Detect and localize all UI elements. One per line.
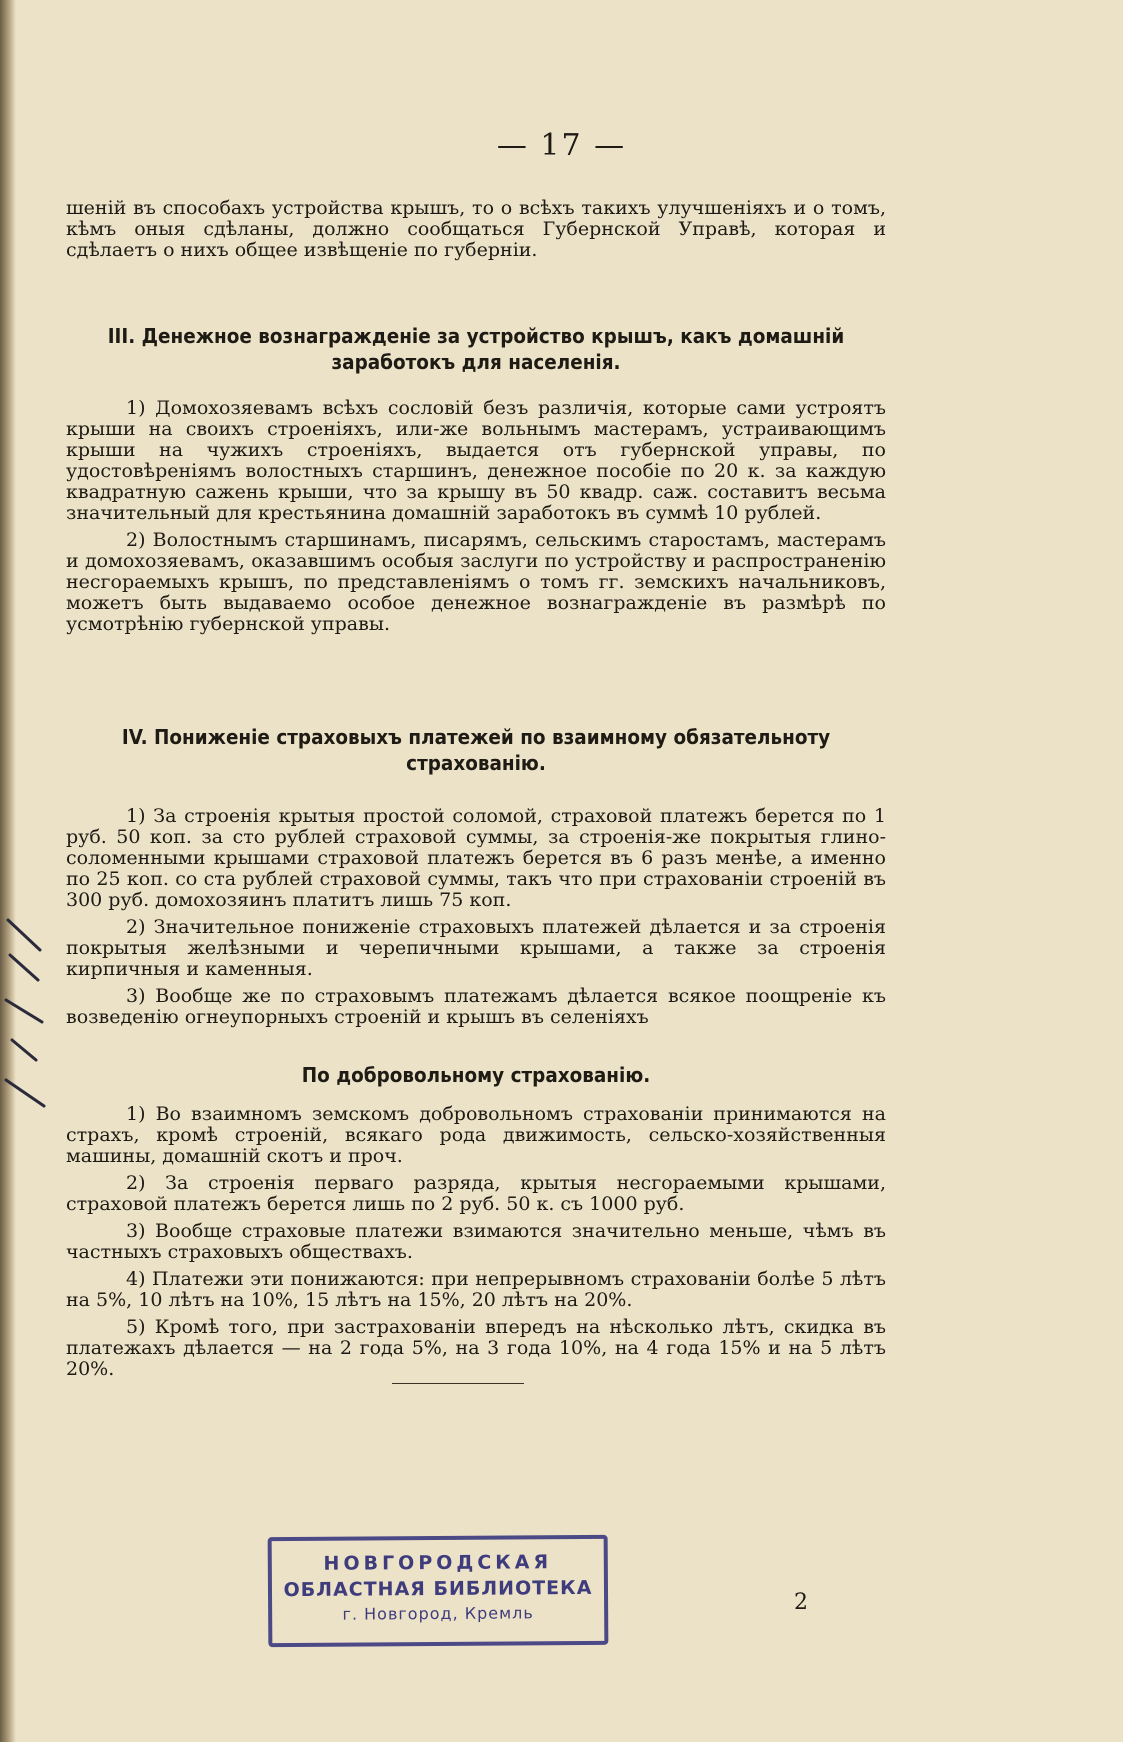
binding-edge [0, 0, 16, 1742]
intro-text: шеній въ способахъ устройства крышъ, то о всѣхъ такихъ улучшеніяхъ и о томъ, кѣмъ оныя сдѣланы, должно сообщаться Губернской Управѣ, которая и сдѣлаетъ о нихъ общее извѣщеніе по губерніи. [66, 197, 886, 261]
section-5-item-1: 1) Во взаимномъ земскомъ добровольномъ страхованіи принимаются на страхъ, кромѣ строеній, всякаго рода движимость, сельско-хозяйственныя машины, домашній скотъ и проч. [66, 1103, 886, 1167]
section-5-heading: По добровольному страхованію. [301, 1063, 651, 1087]
section-5-item-3: 3) Вообще страховые платежи взимаются значительно меньше, чѣмъ въ частныхъ страховыхъ обществахъ. [66, 1220, 886, 1263]
section-3-item-1: 1) Домохозяевамъ всѣхъ сословій безъ различія, которые сами устроятъ крыши на своихъ строеніяхъ, или-же вольнымъ мастерамъ, устраивающимъ крыши на чужихъ строеніяхъ, выдается отъ губернской управы, по удостовѣреніямъ волостныхъ старшинъ, денежное пособіе по 20 к. за каждую квадратную сажень крыши, что за крышу въ 50 квадр. саж. составитъ весьма значительный для крестьянина домашній заработокъ въ суммѣ 10 рублей. [66, 397, 886, 524]
handwritten-marks [0, 910, 60, 1160]
section-5-item-4: 4) Платежи эти понижаются: при непрерывномъ страхованіи болѣе 5 лѣтъ на 5%, 10 лѣтъ на 10%, 15 лѣтъ на 15%, 20 лѣтъ на 20%. [66, 1268, 886, 1311]
library-stamp [268, 1535, 609, 1647]
section-3-heading: III. Денежное вознагражденіе за устройство крышъ, какъ домашній заработокъ для населенія. [107, 324, 845, 374]
section-3-item-2: 2) Волостнымъ старшинамъ, писарямъ, сельскимъ старостамъ, мастерамъ и домохозяевамъ, оказавшимъ особыя заслуги по устройству и распространенію несгораемыхъ крышъ, по представленіямъ о томъ гг. земскихъ начальниковъ, можетъ быть выдаваемо особое денежное вознагражденіе въ размѣрѣ по усмотрѣнію губернской управы. [66, 529, 886, 635]
stamp-line-3: г. Новгород, Кремль [342, 1603, 534, 1624]
section-4-body [66, 806, 886, 1034]
section-4-item-3: 3) Вообще же по страховымъ платежамъ дѣлается всякое поощреніе къ возведенію огнеупорныхъ строеній и крышъ въ селеніяхъ [66, 985, 886, 1028]
section-4-item-1: 1) За строенія крытыя простой соломой, страховой платежъ берется по 1 руб. 50 коп. за сто рублей страховой суммы, за строенія-же покрытыя глино-соломенными крышами страховой платежъ берется въ 6 разъ менѣе, а именно по 25 коп. со ста рублей страховой суммы, такъ что при страхованіи строеній въ 300 руб. домохозяинъ платитъ лишь 75 коп. [66, 805, 886, 911]
section-5-item-2: 2) За строенія перваго разряда, крытыя несгораемыми крышами, страховой платежъ берется лишь по 2 руб. 50 к. съ 1000 руб. [66, 1172, 886, 1215]
page-number: — 17 — [496, 128, 627, 163]
section-4-item-2: 2) Значительное пониженіе страховыхъ платежей дѣлается и за строенія покрытыя желѣзными и черепичными крышами, а также за строенія кирпичныя и каменныя. [66, 916, 886, 980]
intro-paragraph [66, 198, 886, 267]
stamp-line-1: НОВГОРОДСКАЯ [323, 1551, 553, 1575]
closing-rule [392, 1383, 524, 1384]
section-5-item-5: 5) Кромѣ того, при застрахованіи впередъ на нѣсколько лѣтъ, скидка въ платежахъ дѣлается — на 2 года 5%, на 3 года 10%, на 4 года 15% и на 5 лѣтъ 20%. [66, 1316, 886, 1380]
sheet-number: 2 [794, 1590, 808, 1615]
section-3-body [66, 398, 886, 641]
section-5-body [66, 1104, 886, 1386]
stamp-line-2: ОБЛАСТНАЯ БИБЛИОТЕКА [283, 1576, 593, 1602]
section-4-heading: IV. Пониженіе страховыхъ платежей по взаимному обязательноту страхованію. [121, 725, 831, 775]
